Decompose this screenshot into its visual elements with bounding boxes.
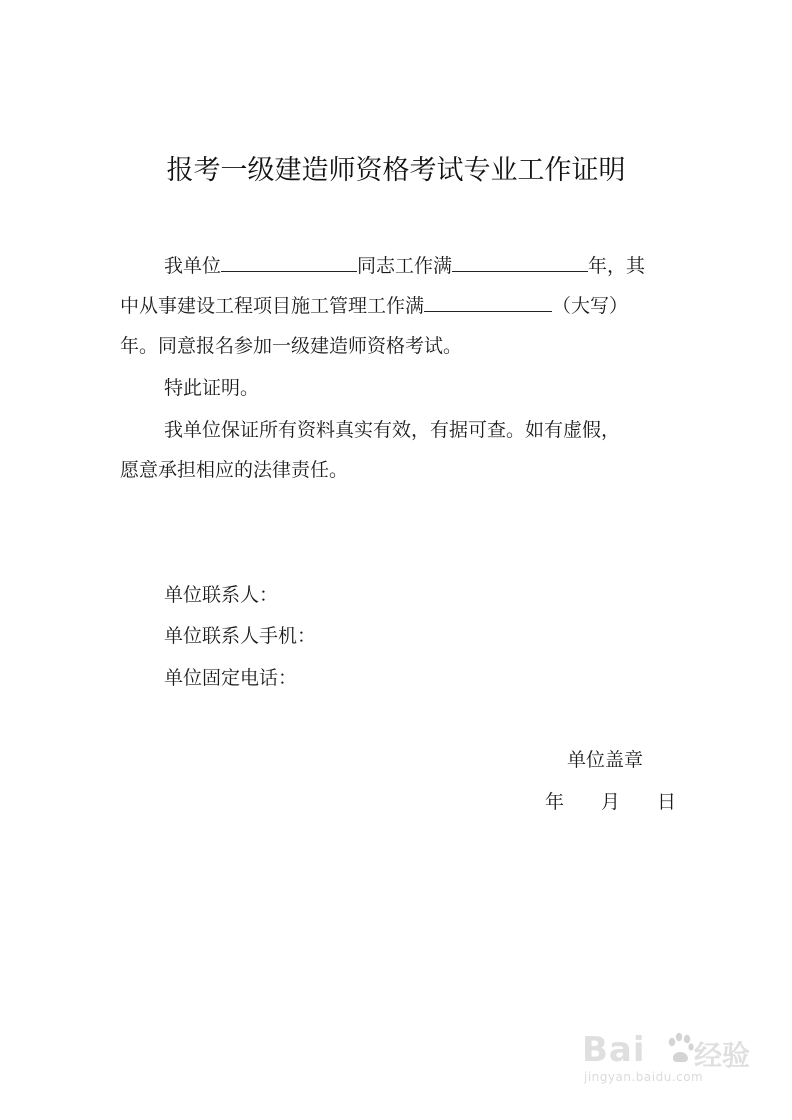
paragraph-line-1: [164, 253, 645, 278]
blank-construction-years[interactable]: [424, 293, 552, 312]
paw-icon: [666, 1032, 694, 1066]
blank-comrade-name[interactable]: [221, 253, 357, 272]
contact-person-label: 单位联系人：: [164, 584, 279, 606]
paragraph-line-3: 年。同意报名参加一级建造师资格考试。: [120, 335, 463, 357]
text-my-unit: 我单位: [164, 255, 222, 277]
paragraph-line-2: [120, 293, 628, 318]
date-year: 年: [545, 791, 565, 813]
date-line: [545, 790, 676, 814]
fixed-phone-label: 单位固定电话：: [164, 667, 298, 689]
text-capitalized: （大写）: [552, 295, 629, 317]
watermark-brand: Bai: [582, 1030, 646, 1070]
date-month: 月: [601, 791, 621, 813]
paragraph-line-6: 愿意承担相应的法律责任。: [120, 459, 349, 481]
text-construction-work: 中从事建设工程项目施工管理工作满: [120, 295, 425, 317]
baidu-jingyan-watermark: [582, 1030, 752, 1086]
seal-label: 单位盖章: [567, 749, 644, 771]
contact-mobile-label: 单位联系人手机：: [164, 625, 317, 647]
blank-work-years[interactable]: [452, 253, 588, 272]
paragraph-line-4: 特此证明。: [164, 377, 260, 399]
date-day: 日: [657, 791, 677, 813]
text-year-among: 年，其: [588, 255, 646, 277]
watermark-url: jingyan.baidu.com: [584, 1070, 704, 1084]
watermark-brand-cn: 经验: [694, 1039, 751, 1072]
text-work-full: 同志工作满: [357, 255, 453, 277]
document-title: 报考一级建造师资格考试专业工作证明: [166, 155, 626, 186]
paragraph-line-5: 我单位保证所有资料真实有效，有据可查。如有虚假，: [164, 419, 621, 441]
